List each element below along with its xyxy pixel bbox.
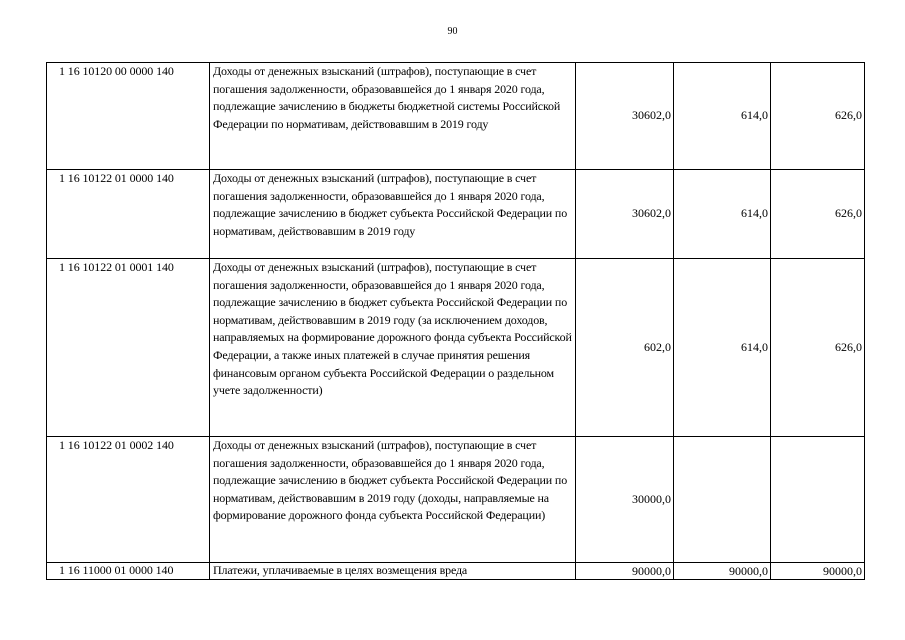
amount-cell-2: 614,0	[674, 259, 771, 437]
table-row	[47, 259, 865, 437]
amount-cell-1: 30000,0	[576, 437, 674, 563]
amount-cell-1: 30602,0	[576, 63, 674, 170]
amount-cell-2: 614,0	[674, 170, 771, 259]
table-row	[47, 63, 865, 170]
amount-cell-3: 626,0	[771, 259, 865, 437]
amount-cell-2	[674, 437, 771, 563]
page-number: 90	[447, 26, 458, 37]
amount-cell-1: 30602,0	[576, 170, 674, 259]
budget-code-cell: 1 16 11000 01 0000 140	[47, 563, 210, 580]
amount-cell-3	[771, 437, 865, 563]
revenue-table	[46, 62, 865, 580]
amount-cell-3: 626,0	[771, 63, 865, 170]
budget-code-cell: 1 16 10120 00 0000 140	[47, 63, 210, 170]
description-cell: Доходы от денежных взысканий (штрафов), поступающие в счет погашения задолженности, образовавшейся до 1 января 2020 года, подлежащие зачислению в бюджеты бюджетной системы Российской Федерации по нормативам, действовавшим в 2019 году	[210, 63, 576, 170]
budget-code-cell: 1 16 10122 01 0000 140	[47, 170, 210, 259]
amount-cell-1: 602,0	[576, 259, 674, 437]
description-cell: Доходы от денежных взысканий (штрафов), поступающие в счет погашения задолженности, образовавшейся до 1 января 2020 года, подлежащие зачислению в бюджет субъекта Российской Федерации по нормативам, действовавшим в 2019 году	[210, 170, 576, 259]
description-cell: Доходы от денежных взысканий (штрафов), поступающие в счет погашения задолженности, образовавшейся до 1 января 2020 года, подлежащие зачислению в бюджет субъекта Российской Федерации по нормативам, действовавшим в 2019 году (доходы, направляемые на формирование дорожного фонда субъекта Российской Федерации)	[210, 437, 576, 563]
table-row	[47, 563, 865, 580]
budget-code-cell: 1 16 10122 01 0002 140	[47, 437, 210, 563]
description-cell: Доходы от денежных взысканий (штрафов), поступающие в счет погашения задолженности, образовавшейся до 1 января 2020 года, подлежащие зачислению в бюджет субъекта Российской Федерации по нормативам, действовавшим в 2019 году (за исключением доходов, направляемых на формирование дорожного фонда субъекта Российской Федерации, а также иных платежей в случае принятия решения финансовым органом субъекта Российской Федерации о раздельном учете задолженности)	[210, 259, 576, 437]
amount-cell-2: 90000,0	[674, 563, 771, 580]
description-cell: Платежи, уплачиваемые в целях возмещения вреда	[210, 563, 576, 580]
table-row	[47, 437, 865, 563]
table-row	[47, 170, 865, 259]
amount-cell-3: 626,0	[771, 170, 865, 259]
amount-cell-3: 90000,0	[771, 563, 865, 580]
budget-code-cell: 1 16 10122 01 0001 140	[47, 259, 210, 437]
amount-cell-1: 90000,0	[576, 563, 674, 580]
amount-cell-2: 614,0	[674, 63, 771, 170]
